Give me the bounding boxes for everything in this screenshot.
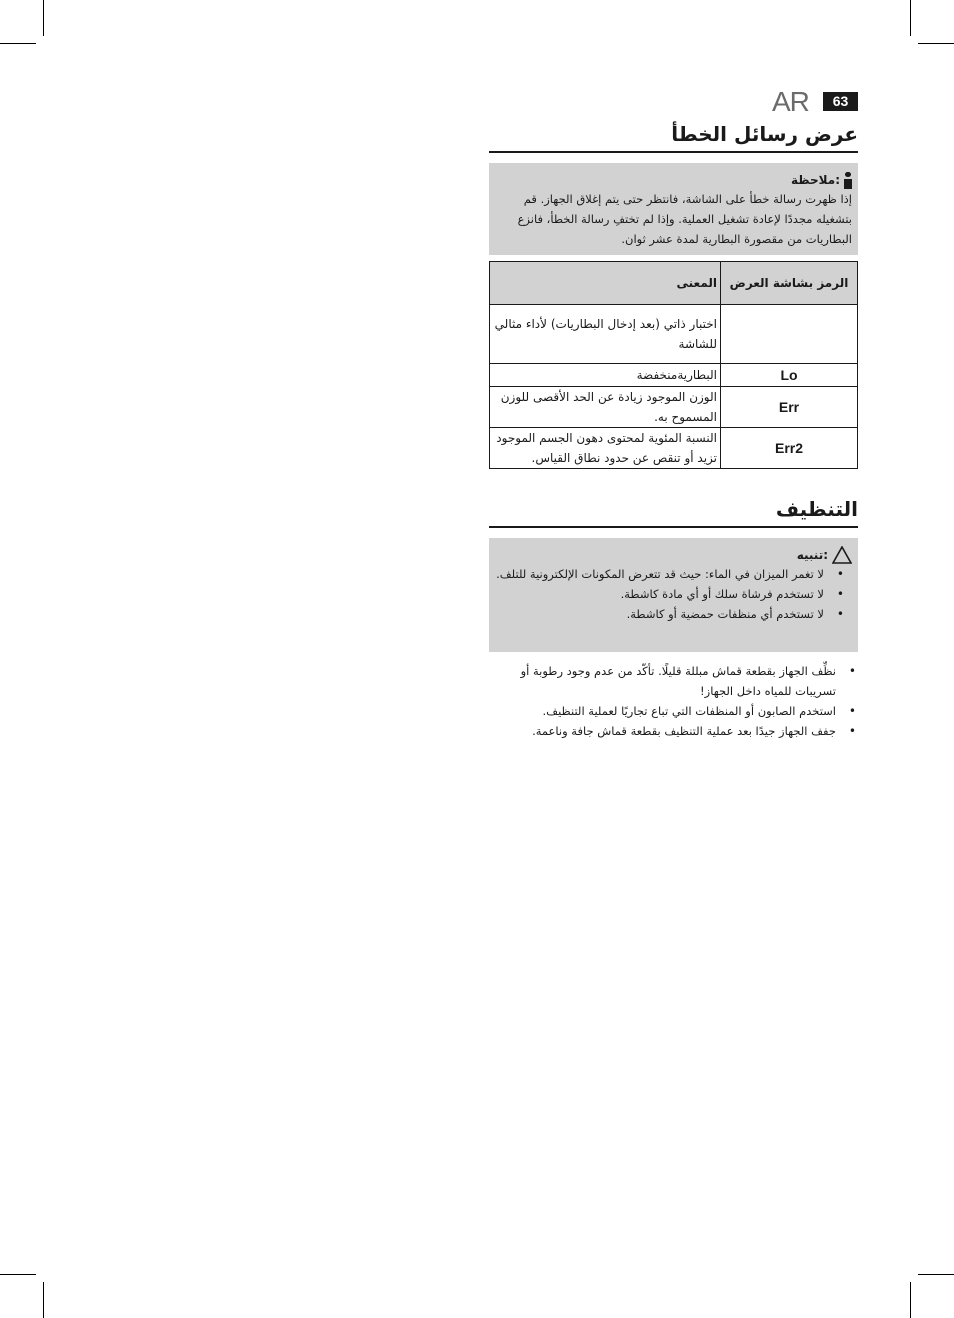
page-number: 63 (823, 92, 858, 111)
note-title: :ملاحظة (791, 173, 840, 187)
crop-mark (910, 0, 911, 36)
crop-mark (0, 1274, 36, 1275)
info-icon (844, 172, 852, 189)
error-section-title: عرض رسائل الخطأ (671, 122, 858, 146)
section-divider (489, 151, 858, 153)
list-item: • نظِّف الجهاز بقطعة قماش مبللة قليلًا. تأكّد من عدم وجود رطوبة أو تسريبات للمياه داخل الجهاز! (489, 661, 858, 701)
note-line: بتشغيله مجددًا لإعادة تشغيل العملية. وإذا لم تختفِ رسالة الخطأ، فانزع (517, 212, 852, 226)
column-header-code: الرمز بشاشة العرض (721, 262, 858, 305)
error-codes-table (489, 261, 858, 469)
cleaning-instructions (489, 661, 858, 741)
warning-heading (495, 546, 852, 564)
code-meaning: اختبار ذاتي (بعد إدخال البطاريات) لأداء مثالي للشاشة (490, 305, 721, 364)
table-row (490, 428, 858, 469)
list-item: • جفف الجهاز جيدًا بعد عملية التنظيف بقطعة قماش جافة وناعمة. (489, 721, 858, 741)
crop-mark (43, 1282, 44, 1318)
code-meaning: البطاريةمنخفضة (490, 364, 721, 387)
error-note-box (489, 163, 858, 255)
section-divider (489, 526, 858, 528)
list-item: • لا تغمر الميزان في الماء: حيث قد تتعرض المكونات الإلكترونية للتلف. (495, 564, 852, 584)
note-line: إذا ظهرت رسالة خطأ على الشاشة، فانتظر حتى يتم إغلاق الجهاز. قم (523, 192, 852, 206)
crop-mark (918, 43, 954, 44)
language-code: AR (772, 86, 809, 117)
table-row (490, 387, 858, 428)
warning-title: :تنبيه (796, 548, 828, 562)
crop-mark (918, 1274, 954, 1275)
display-code (721, 305, 858, 364)
code-meaning: النسبة المئوية لمحتوى دهون الجسم الموجود تزيد أو تنقص عن حدود نطاق القياس. (490, 428, 721, 469)
table-header-row (490, 262, 858, 305)
note-line: البطاريات من مقصورة البطارية لمدة عشر ثوان. (621, 232, 852, 246)
note-heading (495, 171, 852, 189)
list-item: • لا تستخدم فرشاة سلك أو أي مادة كاشطة. (495, 584, 852, 604)
crop-mark (0, 43, 36, 44)
table-row (490, 364, 858, 387)
cleaning-section-title: التنظيف (775, 497, 858, 521)
display-code: Err (721, 387, 858, 428)
cleaning-warning-box (489, 538, 858, 652)
column-header-meaning: المعنى (490, 262, 721, 305)
display-code: Lo (721, 364, 858, 387)
list-item: • لا تستخدم أي منظفات حمضية أو كاشطة. (495, 604, 852, 624)
crop-mark (43, 0, 44, 36)
table-row (490, 305, 858, 364)
display-code: Err2 (721, 428, 858, 469)
list-item: • استخدم الصابون أو المنظفات التي تباع تجاريًا لعملية التنظيف. (489, 701, 858, 721)
warning-triangle-icon (832, 546, 852, 564)
crop-mark (910, 1282, 911, 1318)
warning-list (495, 564, 852, 624)
code-meaning: الوزن الموجود زيادة عن الحد الأقصى للوزن المسموح به. (490, 387, 721, 428)
